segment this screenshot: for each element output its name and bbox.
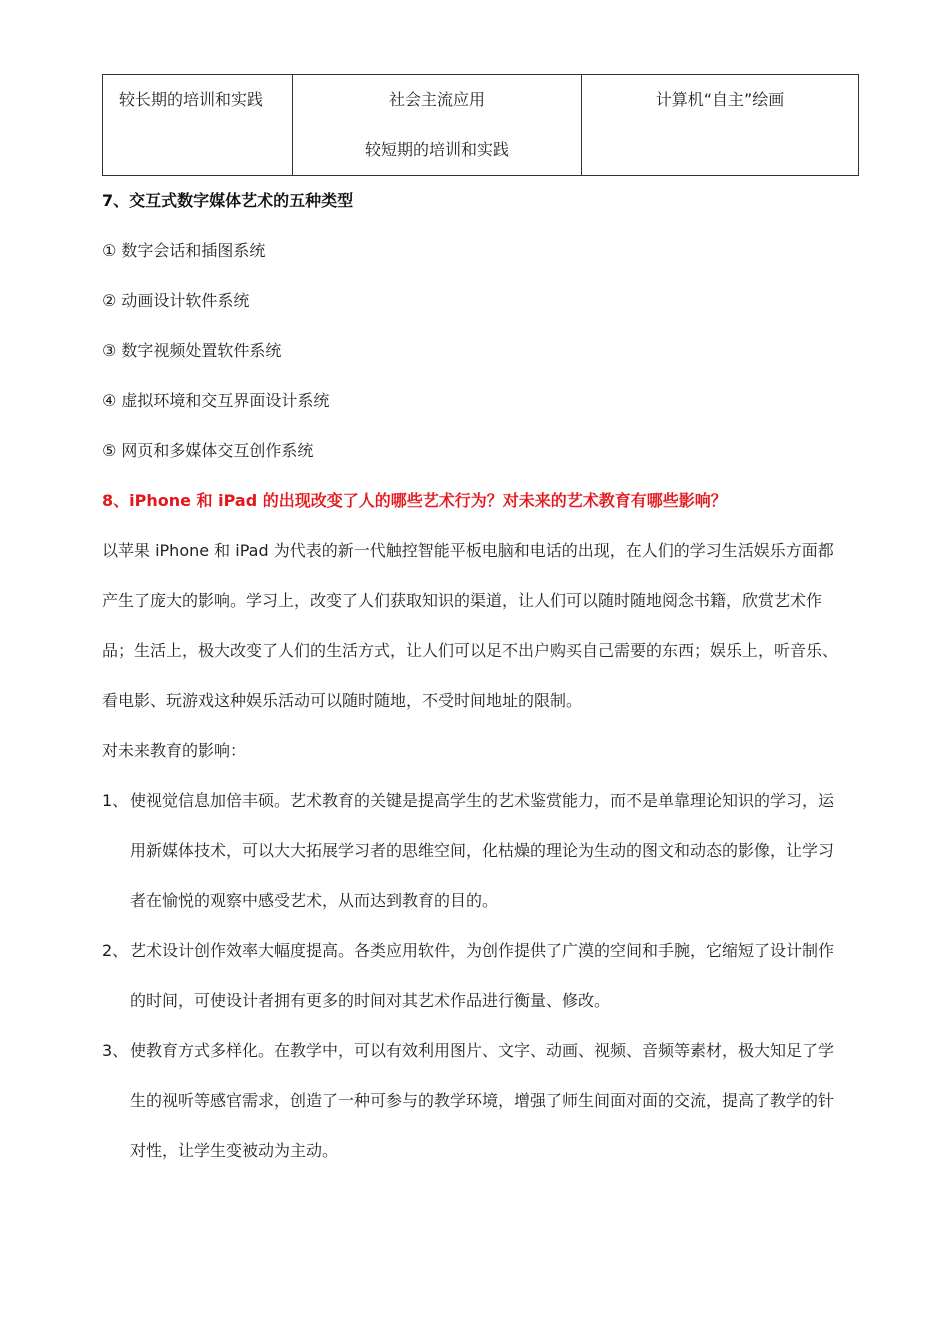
list-item: ① 数字会话和插图系统 [102, 241, 266, 260]
table-cell [293, 75, 582, 176]
list-item: ② 动画设计软件系统 [102, 291, 250, 310]
paragraph-line: 生的视听等感官需求，创造了一种可参与的教学环境，增强了师生间面对面的交流，提高了教学的针 [130, 1091, 835, 1110]
list-item: ⑤ 网页和多媒体交互创作系统 [102, 441, 314, 460]
paragraph-line: 以苹果 iPhone 和 iPad 为代表的新一代触控智能平板电脑和电话的出现，在人们的学习生活娱乐方面都 [102, 541, 834, 560]
paragraph-line: 用新媒体技术，可以大大拓展学习者的思维空间，化枯燥的理论为生动的图文和动态的影像，让学习 [130, 841, 835, 860]
section7-heading: 7、交互式数字媒体艺术的五种类型 [102, 191, 354, 210]
table-row [103, 75, 859, 176]
numbered-point [102, 776, 870, 926]
table-cell [103, 75, 293, 176]
paragraph-line: 艺术设计创作效率大幅度提高。各类应用软件，为创作提供了广漠的空间和手腕，它缩短了设计制作 [130, 941, 835, 960]
paragraph-line: 产生了庞大的影响。学习上，改变了人们获取知识的渠道，让人们可以随时随地阅念书籍，欣赏艺术作 [102, 591, 823, 610]
table-cell-text: 较短期的培训和实践 [364, 140, 509, 159]
numbered-point [102, 1026, 870, 1176]
point-number: 3、 [102, 1041, 129, 1060]
point-number: 2、 [102, 941, 129, 960]
paragraph-line: 者在愉悦的观察中感受艺术，从而达到教育的目的。 [130, 891, 499, 910]
table-cell-text: 计算机“自主”绘画 [655, 90, 785, 109]
paragraph-line: 品；生活上，极大改变了人们的生活方式，让人们可以足不出户购买自己需要的东西；娱乐上，听音乐、 [102, 641, 839, 660]
point-number: 1、 [102, 791, 129, 810]
list-item: ③ 数字视频处置软件系统 [102, 341, 282, 360]
section8-heading: 8、iPhone 和 iPad 的出现改变了人的哪些艺术行为？对未来的艺术教育有哪些影响？ [102, 491, 727, 510]
paragraph-line: 的时间，可使设计者拥有更多的时间对其艺术作品进行衡量、修改。 [130, 991, 611, 1010]
impact-label: 对未来教育的影响： [102, 741, 247, 760]
paragraph-line: 使视觉信息加倍丰硕。艺术教育的关键是提高学生的艺术鉴赏能力，而不是单靠理论知识的学习，运 [130, 791, 835, 810]
paragraph-line: 看电影、玩游戏这种娱乐活动可以随时随地，不受时间地址的限制。 [102, 691, 583, 710]
paragraph-line: 使教育方式多样化。在教学中，可以有效利用图片、文字、动画、视频、音频等素材，极大知足了学 [130, 1041, 835, 1060]
table-cell [582, 75, 859, 176]
numbered-point [102, 926, 870, 1026]
paragraph-line: 对性，让学生变被动为主动。 [130, 1141, 339, 1160]
list-item: ④ 虚拟环境和交互界面设计系统 [102, 391, 330, 410]
document-page [102, 74, 870, 1176]
comparison-table [102, 74, 859, 176]
table-cell-text: 较长期的培训和实践 [119, 90, 264, 109]
table-cell-text: 社会主流应用 [388, 90, 485, 109]
